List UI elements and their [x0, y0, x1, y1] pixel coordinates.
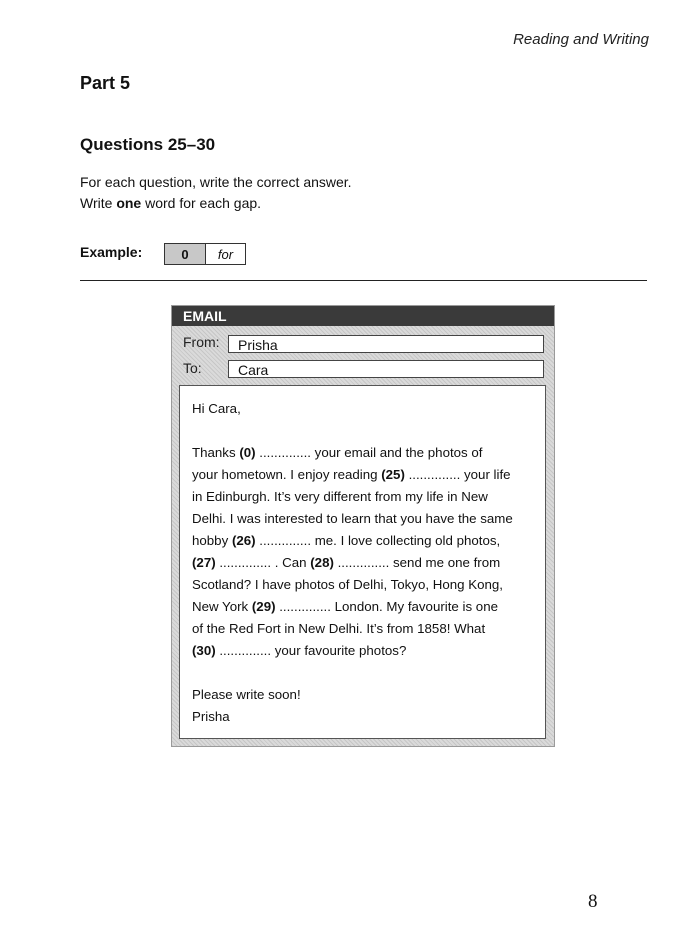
example-number: 0 [165, 244, 206, 264]
example-label: Example: [80, 244, 143, 260]
email-closing: Please write soon! [192, 687, 301, 702]
to-label: To: [183, 360, 202, 376]
to-field: Cara [228, 360, 544, 378]
question-number: (25) [381, 467, 405, 482]
email-body [179, 385, 546, 739]
email-greeting: Hi Cara, [192, 401, 241, 416]
email-line [192, 552, 545, 574]
email-text: hobby [192, 533, 232, 548]
email-text: Scotland? I have photos of Delhi, Tokyo, Hong Kong, [192, 577, 503, 592]
email-text: .............. your email and the photos of [255, 445, 483, 460]
instruction-line-2 [80, 195, 261, 211]
email-text: .............. your life [404, 467, 511, 482]
instruction-emphasis: one [116, 195, 142, 211]
email-line [192, 464, 545, 486]
email-line [192, 618, 545, 640]
email-text: in Edinburgh. It’s very different from my life in New [192, 489, 488, 504]
email-line [192, 596, 545, 618]
email-text: Delhi. I was interested to learn that you have the same [192, 511, 513, 526]
email-line [192, 508, 545, 530]
question-number: (30) [192, 643, 216, 658]
divider [80, 280, 647, 281]
email-text: of the Red Fort in New Delhi. It’s from 1858! What [192, 621, 486, 636]
email-signature: Prisha [192, 709, 230, 724]
instruction-line-1: For each question, write the correct answer. [80, 174, 352, 190]
email-text: .............. . Can [215, 555, 311, 570]
instruction-text: word for each gap. [141, 195, 262, 211]
email-text: New York [192, 599, 252, 614]
section-title: Reading and Writing [513, 31, 649, 48]
email-line [192, 640, 545, 662]
part-title: Part 5 [80, 73, 131, 93]
question-number: (0) [239, 445, 256, 460]
question-number: (26) [231, 533, 256, 548]
email-paragraph [192, 442, 545, 662]
question-number: (27) [192, 555, 216, 570]
email-line [192, 442, 545, 464]
email-text: .............. London. My favourite is one [275, 599, 498, 614]
email-line [192, 530, 545, 552]
question-number: (29) [251, 599, 276, 614]
email-line [192, 574, 545, 596]
email-text: Thanks [192, 445, 240, 460]
email-text: .............. send me one from [333, 555, 501, 570]
email-panel [171, 305, 555, 747]
email-text: your hometown. I enjoy reading [192, 467, 382, 482]
email-line [192, 486, 545, 508]
questions-title: Questions 25–30 [80, 135, 216, 154]
email-title: EMAIL [172, 306, 554, 326]
question-number: (28) [310, 555, 334, 570]
from-field: Prisha [228, 335, 544, 353]
page-number: 8 [588, 891, 598, 912]
example-answer-box [164, 243, 246, 265]
email-text: .............. me. I love collecting old photos, [255, 533, 501, 548]
paragraph-gap [192, 662, 545, 684]
instruction-text: Write [80, 195, 117, 211]
example-answer: for [217, 246, 234, 262]
paragraph-gap [192, 420, 545, 442]
email-text: .............. your favourite photos? [215, 643, 407, 658]
from-label: From: [183, 334, 220, 350]
